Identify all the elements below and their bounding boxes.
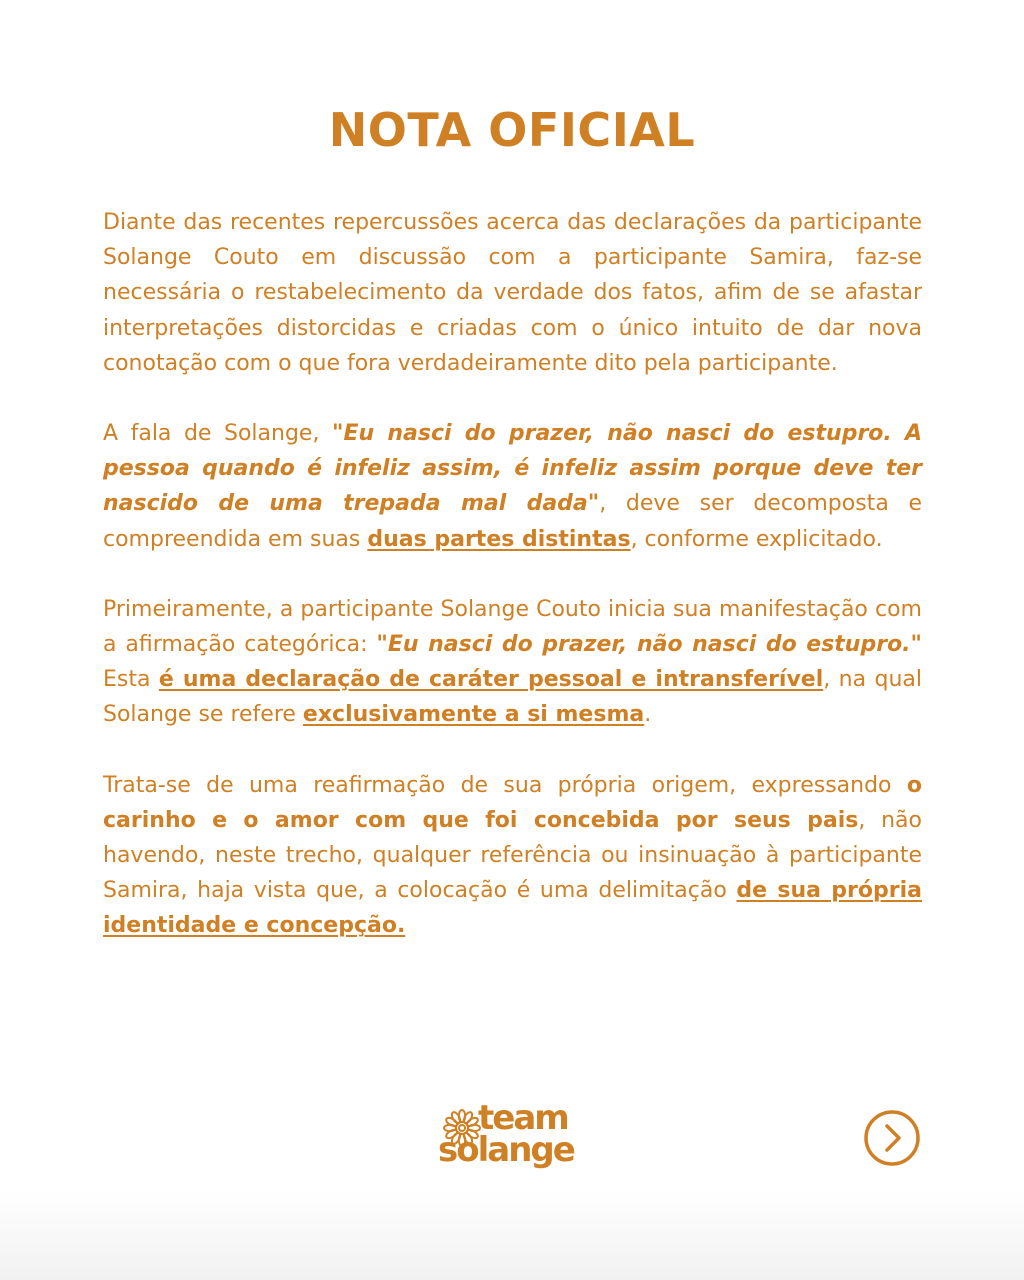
paragraph-1: Diante das recentes repercussões acerca das declarações da participante Solange Couto em discussão com a participante Samira, faz-se necessária o restabelecimento da verdade dos fatos, afim de se afastar interpretações distorcidas e criadas com o único intuito de dar nova conotação com o que fora verdadeiramente dito pela participante. [103,210,922,376]
logo-text-solange: solange [438,1130,574,1170]
paragraph-3-intro: Primeiramente, a participante Solange Couto inicia sua manifestação com a afirmação categórica: [103,596,922,658]
page-title: NOTA OFICIAL [328,103,696,157]
team-solange-logo [438,1100,588,1180]
paragraph-2-intro: A fala de Solange, [103,421,333,447]
highlight-exclusively-herself: exclusivamente a si mesma [302,702,645,728]
paragraph-3-mid-2: , na qual Solange se refere [103,667,923,728]
paragraph-4 [103,768,922,944]
highlight-two-parts: duas partes distintas [367,526,631,552]
bold-love-parents: o carinho e o amor com que foi concebida por seus pais [103,772,922,833]
highlight-own-identity: de sua própria identidade e concepção. [103,878,922,939]
paragraph-4-mid: , não havendo, neste trecho, qualquer referência ou insinuação à participante Samira, haja vista que, a colocação é uma delimitação [103,807,922,904]
statement-body [103,205,922,979]
paragraph-2-end: , conforme explicitado. [630,526,883,552]
logo-text-team: team [478,1098,568,1138]
paragraph-3-mid-1: Esta [103,667,159,693]
paragraph-3 [103,592,922,733]
quote-full: "Eu nasci do prazer, não nasci do estupro. A pessoa quando é infeliz assim, é infeliz assim porque deve ter nascido de uma trepada mal dada" [103,421,922,517]
chevron-right-circle-icon[interactable] [864,1110,920,1166]
paragraph-3-end: . [644,702,652,728]
paragraph-4-intro: Trata-se de uma reafirmação de sua própria origem, expressando [103,772,907,798]
quote-part-one: "Eu nasci do prazer, não nasci do estupro." [376,632,923,658]
highlight-personal-declaration: é uma declaração de caráter pessoal e intransferível [158,667,824,693]
paragraph-2-mid: , deve ser decomposta e compreendida em suas [103,491,922,552]
paragraph-2 [103,416,922,557]
